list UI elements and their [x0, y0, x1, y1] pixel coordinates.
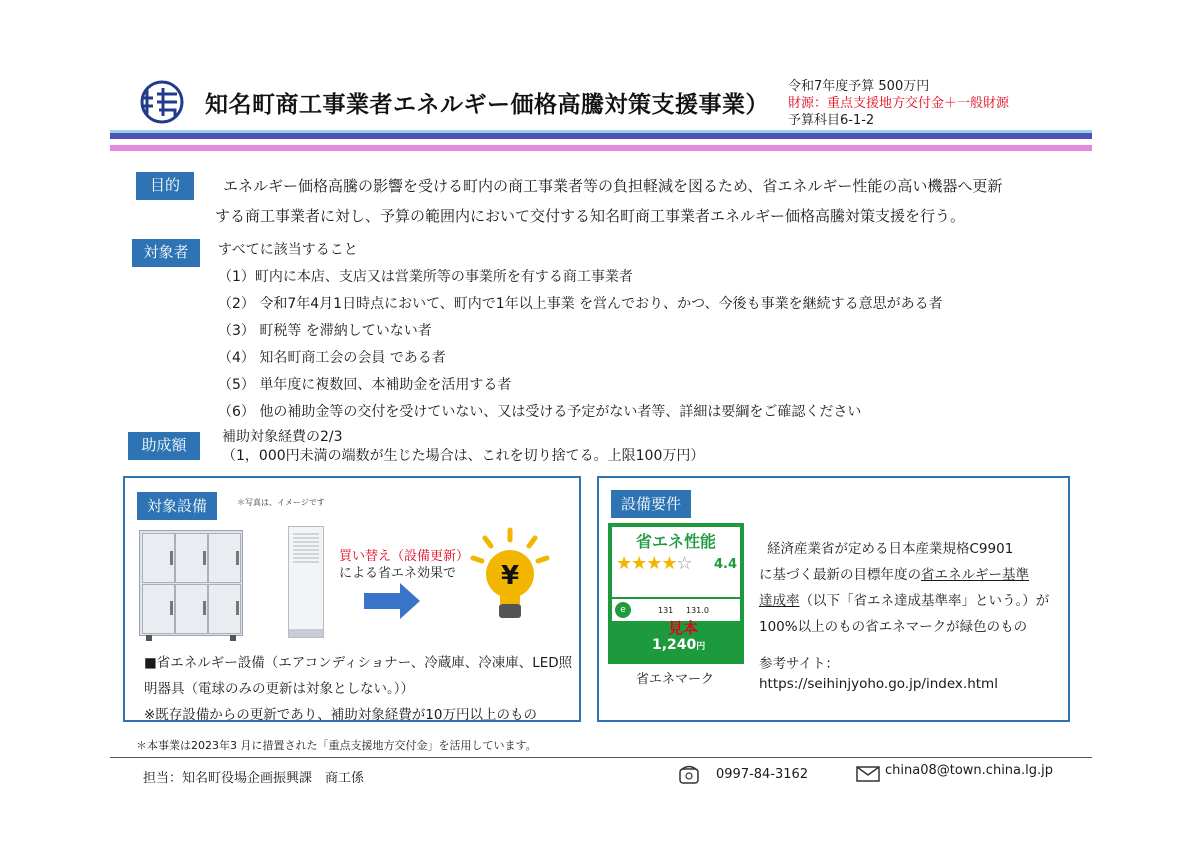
equipment-desc-line: ※既存設備からの更新であり、補助対象経費が10万円以上のもの — [144, 707, 537, 723]
arrow-right-icon — [364, 583, 420, 619]
budget-info — [788, 78, 1009, 129]
target-item: （3） 町税等 を滞納していない者 — [218, 323, 432, 339]
funding-source: 財源：重点支援地方交付金＋一般財源 — [788, 96, 1010, 111]
requirements-box — [597, 476, 1070, 722]
replace-caption-black: による省エネ効果で — [339, 566, 457, 581]
target-item: （2） 令和7年4月1日時点において、町内で1年以上事業 を営んでおり、かつ、今後も事業を継続する意思がある者 — [218, 296, 943, 312]
footnote: ＊本事業は2023年3 月に措置された「重点支援地方交付金」を活用しています。 — [136, 739, 537, 752]
targets-list — [218, 237, 943, 426]
phone-icon — [678, 763, 700, 785]
phone-number: 0997-84-3162 — [716, 767, 809, 782]
mark-value-1: 131 — [658, 606, 674, 615]
contact-department: 担当：知名町役場企画振興課 商工係 — [143, 771, 365, 786]
budget-account: 予算科目6-1-2 — [788, 113, 875, 128]
header-divider — [110, 130, 1092, 151]
mark-title: 省エネ性能 — [635, 532, 716, 551]
grant-text — [222, 428, 704, 466]
e-mark-icon: e — [615, 602, 631, 618]
mark-sample: 見本 — [668, 619, 699, 637]
requirements-text — [759, 536, 1049, 640]
target-item: （5） 単年度に複数回、本補助金を活用する者 — [218, 377, 512, 393]
purpose-line-1: エネルギー価格高騰の影響を受ける町内の商工事業者等の負担軽減を図るため、省エネルギー性能の高い機器へ更新 — [223, 177, 1003, 195]
email-address[interactable]: china08@town.china.lg.jp — [885, 763, 1053, 778]
replace-caption-red: 買い替え（設備更新） — [339, 549, 470, 564]
target-item: （1）町内に本店、支店又は営業所等の事業所を有する商工事業者 — [218, 269, 633, 285]
reference-site — [759, 654, 998, 694]
refrigerator-image — [139, 530, 243, 636]
replace-caption — [339, 548, 469, 582]
footer-divider — [110, 757, 1092, 758]
targets-label: 対象者 — [132, 239, 200, 267]
equipment-desc-line: 明器具（電球のみの更新は対象としない。）） — [144, 681, 414, 697]
town-logo — [133, 80, 191, 124]
yen-symbol: ¥ — [500, 561, 520, 591]
grant-line-1: 補助対象経費の2/3 — [222, 429, 343, 445]
mail-icon — [856, 766, 880, 782]
grant-label: 助成額 — [128, 432, 200, 460]
equipment-desc-line: ■省エネルギー設備（エアコンディショナー、冷蔵庫、冷凍庫、LED照 — [144, 655, 573, 671]
req-line: 達成率（以下「省エネ達成基準率」という。）が — [759, 593, 1050, 609]
reference-label: 参考サイト： — [759, 656, 840, 672]
energy-saving-mark — [608, 523, 744, 664]
equipment-label: 対象設備 — [137, 492, 217, 520]
mark-value-2: 131.0 — [686, 606, 709, 615]
grant-line-2: （1，000円未満の端数が生じた場合は、これを切り捨てる。上限100万円） — [222, 448, 705, 464]
mark-caption: 省エネマーク — [636, 672, 715, 687]
budget-amount: 令和7年度予算 500万円 — [788, 79, 930, 94]
equipment-description — [144, 650, 574, 728]
purpose-text — [215, 171, 1002, 231]
page-title: 知名町商工事業者エネルギー価格高騰対策支援事業） — [205, 92, 769, 118]
air-conditioner-image — [288, 526, 324, 638]
purpose-label: 目的 — [136, 172, 194, 200]
target-item: （6） 他の補助金等の交付を受けていない、又は受ける予定がない者等、詳細は要綱をご確認ください — [218, 404, 862, 420]
targets-intro: すべてに該当すること — [218, 242, 358, 258]
purpose-line-2: する商工事業者に対し、予算の範囲内において交付する知名町商工事業者エネルギー価格高騰対策支援を行う。 — [215, 207, 966, 225]
requirements-label: 設備要件 — [611, 490, 691, 518]
mark-price: 1,240円 — [652, 637, 706, 653]
req-line: 経済産業省が定める日本産業規格C9901 — [767, 541, 1014, 557]
mark-score: 4.4 — [713, 557, 737, 572]
reference-url[interactable]: https://seihinjyoho.go.jp/index.html — [759, 676, 998, 692]
mark-stars: ★★★★☆ — [616, 553, 692, 574]
lightbulb-yen-icon — [465, 526, 555, 626]
target-item: （4） 知名町商工会の会員 である者 — [218, 350, 446, 366]
req-line: 100%以上のもの省エネマークが緑色のもの — [759, 619, 1028, 635]
photo-note: ＊写真は、イメージです — [237, 498, 325, 507]
req-line: に基づく最新の目標年度の省エネルギー基準 — [759, 567, 1029, 583]
equipment-box — [123, 476, 581, 722]
